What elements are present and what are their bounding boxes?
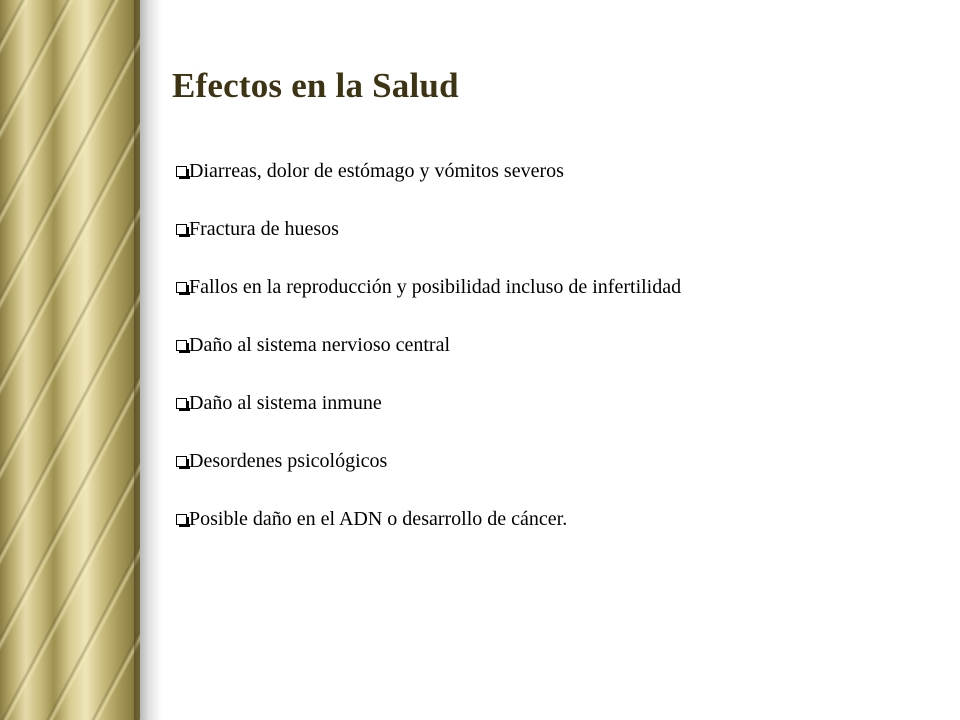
bullet-list	[176, 152, 681, 558]
list-item-text: Fallos en la reproducción y posibilidad incluso de infertilidad	[189, 275, 682, 298]
list-item	[176, 442, 681, 480]
hollow-square-bullet-icon	[176, 282, 187, 293]
list-item-text: Daño al sistema inmune	[189, 391, 382, 414]
hollow-square-bullet-icon	[176, 340, 187, 351]
list-item-text: Fractura de huesos	[189, 217, 339, 240]
list-item	[176, 152, 681, 190]
hollow-square-bullet-icon	[176, 398, 187, 409]
list-item-text: Diarreas, dolor de estómago y vómitos severos	[189, 159, 564, 182]
slide-title: Efectos en la Salud	[172, 66, 459, 105]
column-shadow	[140, 0, 162, 720]
hollow-square-bullet-icon	[176, 166, 187, 177]
list-item-text: Desordenes psicológicos	[189, 449, 388, 472]
hollow-square-bullet-icon	[176, 456, 187, 467]
list-item	[176, 384, 681, 422]
list-item	[176, 326, 681, 364]
list-item	[176, 500, 681, 538]
list-item-text: Posible daño en el ADN o desarrollo de cáncer.	[189, 507, 568, 530]
hollow-square-bullet-icon	[176, 514, 187, 525]
decorative-gold-column	[0, 0, 140, 720]
hollow-square-bullet-icon	[176, 224, 187, 235]
list-item	[176, 210, 681, 248]
list-item-text: Daño al sistema nervioso central	[189, 333, 451, 356]
list-item	[176, 268, 681, 306]
